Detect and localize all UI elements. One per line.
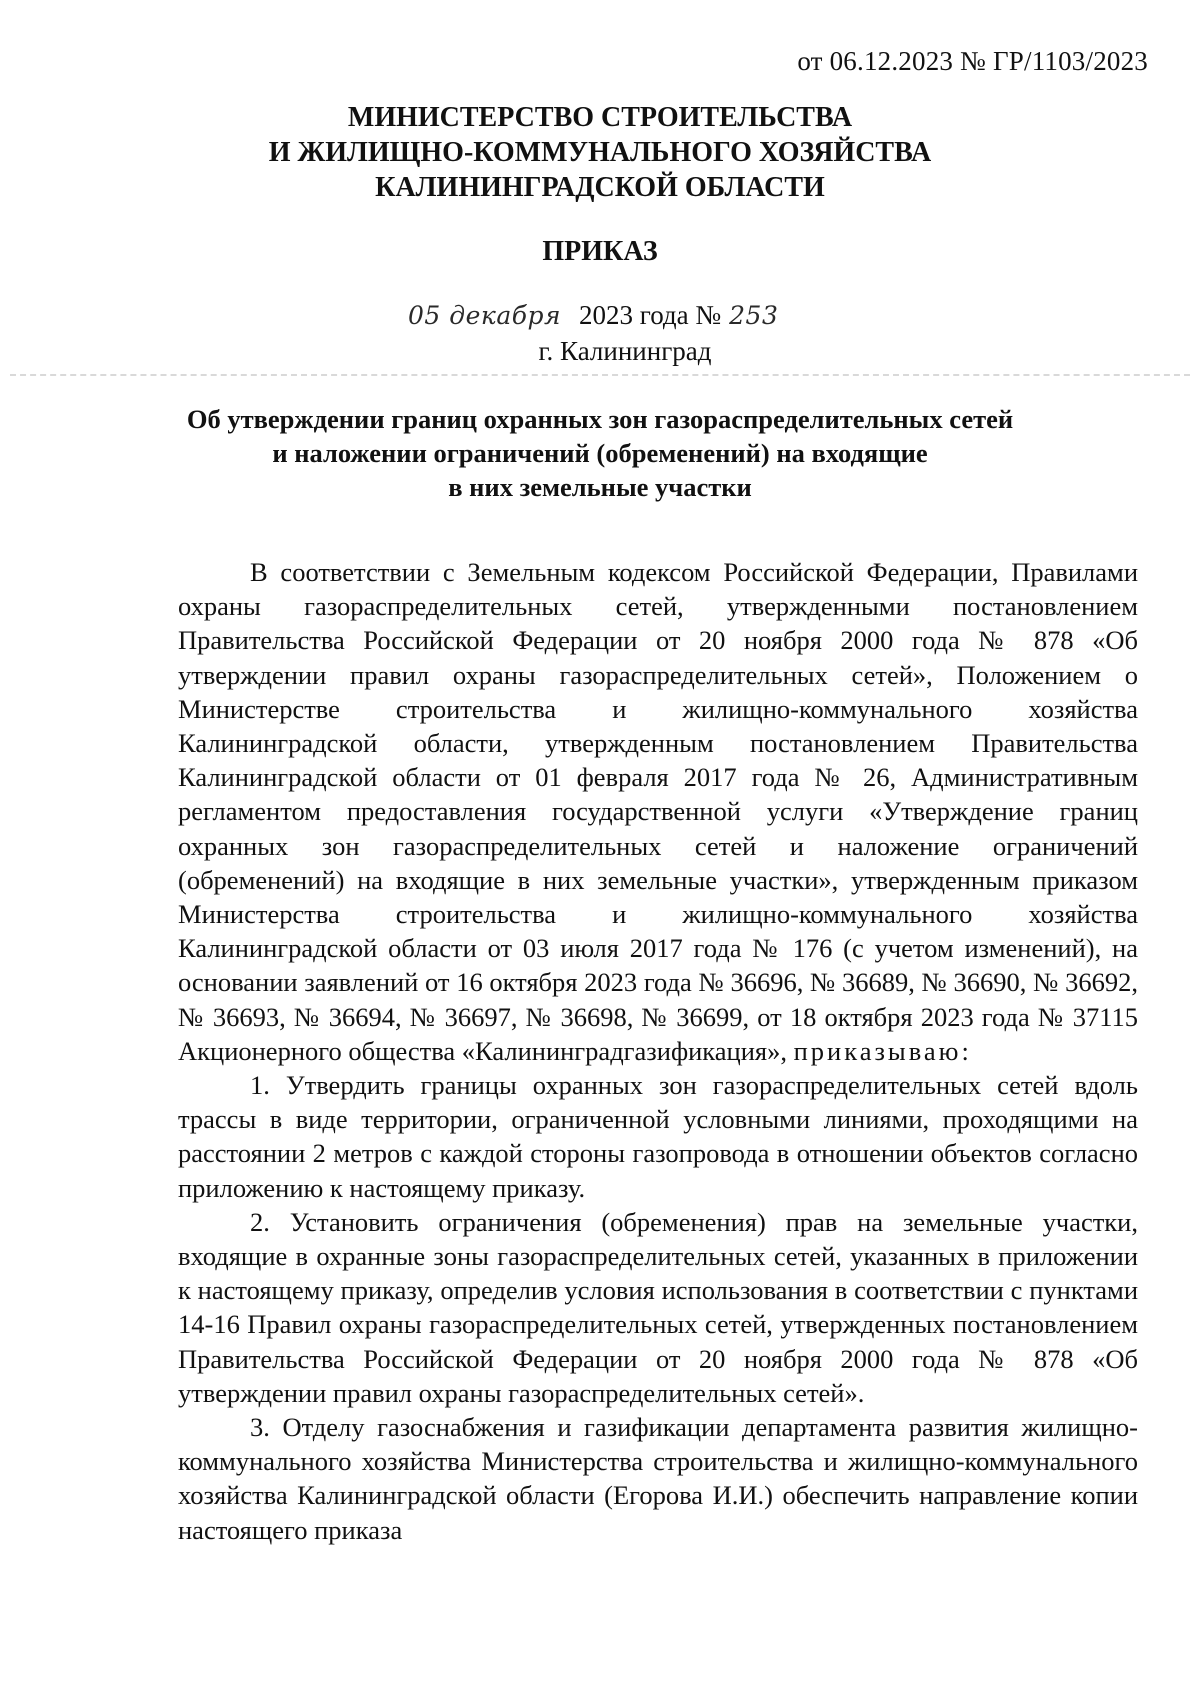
ministry-line: МИНИСТЕРСТВО СТРОИТЕЛЬСТВА <box>347 102 853 133</box>
document-reference: от 06.12.2023 № ГР/1103/2023 <box>797 46 1148 76</box>
printed-date: 2023 года № <box>579 300 722 330</box>
order-item: 1. Утвердить границы охранных зон газораспределительных сетей вдоль трассы в виде территории, ограниченной условными линиями, проходящими на расстоянии 2 метров с каждой стороны газопровода в отношении объектов согласно приложению к настоящему приказу. <box>178 1070 1138 1203</box>
subject-line: в них земельные участки <box>448 472 752 502</box>
subject-line: и наложении ограничений (обременений) на входящие <box>272 438 928 468</box>
scan-divider <box>10 374 1190 376</box>
city-line: г. Калининград <box>538 336 712 366</box>
order-subject <box>0 402 1200 504</box>
order-item: 3. Отделу газоснабжения и газификации департамента развития жилищно-коммунального хозяйства Министерства строительства и жилищно-коммунального хозяйства Калининградской области (Егорова И.И.) обеспечить направление копии настоящего приказа <box>178 1412 1138 1545</box>
subject-line: Об утверждении границ охранных зон газораспределительных сетей <box>186 404 1014 434</box>
ministry-name <box>0 100 1200 205</box>
order-item: 2. Установить ограничения (обременения) прав на земельные участки, входящие в охранные зоны газораспределительных сетей, указанных в приложении к настоящему приказу, определив условия использования в соответствии с пунктами 14-16 Правил охраны газораспределительных сетей, утвержденных постановлением Правительства Российской Федерации от 20 ноября 2000 года № 878 «Об утверждении правил охраны газораспределительных сетей». <box>178 1206 1138 1408</box>
order-body <box>178 555 1138 1547</box>
preamble-paragraph <box>178 555 1138 1068</box>
handwritten-order-number: 253 <box>729 301 779 330</box>
preamble-text: В соответствии с Земельным кодексом Российской Федерации, Правилами охраны газораспределительных сетей, утвержденными постановлением Правительства Российской Федерации от 20 ноября 2000 года № 878 «Об утверждении правил охраны газораспределительных сетей», Положением о Министерстве строительства и жилищно-коммунального хозяйства Калининградской области, утвержденным постановлением Правительства Калининградской области от 01 февраля 2017 года № 26, Административным регламентом предоставления государственной услуги «Утверждение границ охранных зон газораспределительных сетей и наложение ограничений (обременений) на входящие в них земельные участки», утвержденным приказом Министерства строительства и жилищно-коммунального хозяйства Калининградской области от 03 июля 2017 года № 176 (с учетом изменений), на основании заявлений от 16 октября 2023 года № 36696, № 36689, № 36690, № 36692, № 36693, № 36694, № 36697, № 36698, № 36699, от 18 октября 2023 года № 37115 Акционерного общества «Калининградгазификация», <box>178 557 1138 1066</box>
document-type-title: ПРИКАЗ <box>542 236 658 267</box>
ministry-line: И ЖИЛИЩНО-КОММУНАЛЬНОГО ХОЗЯЙСТВА <box>268 137 932 168</box>
handwritten-date: 05 декабря <box>408 301 562 330</box>
order-date-line <box>408 300 778 331</box>
order-word: приказываю: <box>793 1035 972 1066</box>
ministry-line: КАЛИНИНГРАДСКОЙ ОБЛАСТИ <box>375 172 825 203</box>
